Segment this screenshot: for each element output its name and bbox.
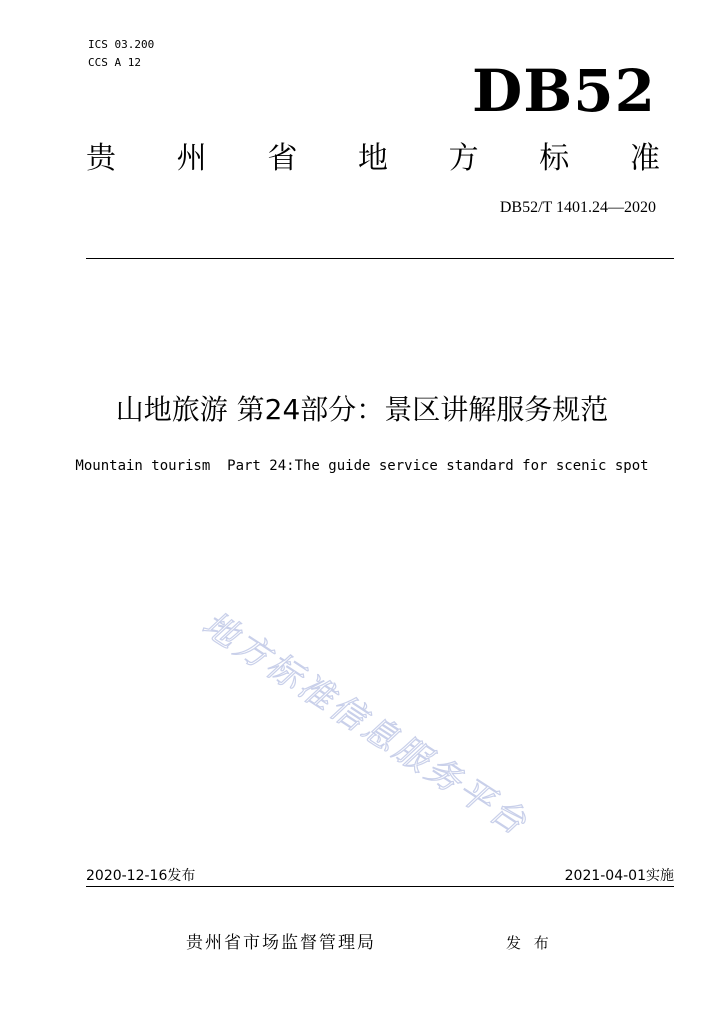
standard-type-char: 准 xyxy=(629,141,660,176)
standard-type-char: 贵 xyxy=(86,141,116,176)
standard-logo: DB52 xyxy=(471,57,656,125)
watermark xyxy=(190,600,610,860)
standard-type-char: 标 xyxy=(539,141,570,176)
standard-type-char: 省 xyxy=(267,141,298,176)
publish-label: 发 布 xyxy=(506,934,553,952)
ics-code: ICS 03.200 xyxy=(88,38,155,51)
issuing-authority: 贵州省市场监督管理局 xyxy=(186,933,376,953)
standard-number: DB52/T 1401.24—2020 xyxy=(499,199,656,216)
title-english: Mountain tourism Part 24:The guide service standard for scenic spot xyxy=(75,458,649,474)
footer-divider xyxy=(86,886,674,887)
implementation-date: 2021-04-01实施 xyxy=(564,868,674,884)
header-divider xyxy=(86,258,674,259)
standard-type-char: 方 xyxy=(448,141,479,176)
title-chinese: 山地旅游 第24部分：景区讲解服务规范 xyxy=(115,393,609,426)
watermark-text: 地方标准信息服务平台 xyxy=(195,604,536,845)
standard-type-char: 地 xyxy=(357,141,388,176)
ccs-code: CCS A 12 xyxy=(88,56,141,69)
issue-date: 2020-12-16发布 xyxy=(86,868,196,884)
standard-type-char: 州 xyxy=(176,141,207,176)
standard-type-heading xyxy=(86,140,660,178)
